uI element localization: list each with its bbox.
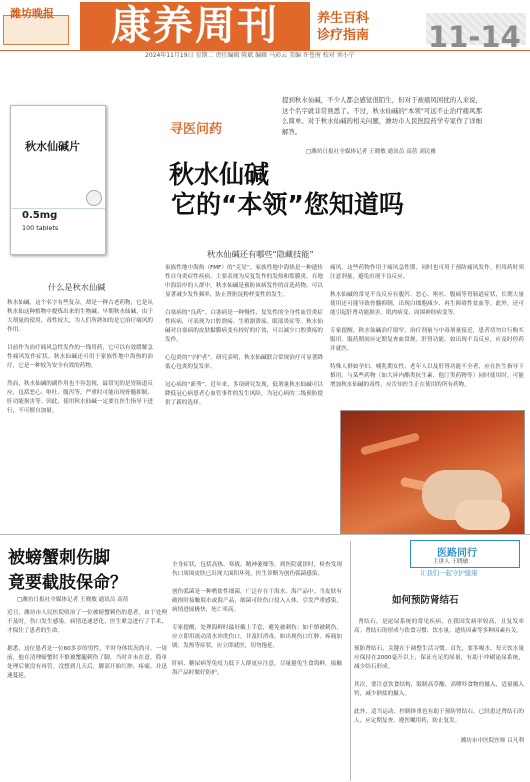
- column-divider: [350, 541, 351, 781]
- health-column-slogan: 让我们一起守护健康: [420, 569, 478, 577]
- pill-box-name: 秋水仙碱片: [25, 140, 80, 153]
- pill-box-stripe: [9, 208, 105, 209]
- health-column-host: 主讲人 王晓敏: [433, 559, 469, 565]
- health-column-brand: 医路同行: [437, 548, 477, 559]
- section-subtitle: 养生百科 诊疗指南: [317, 11, 370, 43]
- pill-box-dose: 0.5mg: [22, 210, 58, 221]
- article2-col2: 全身症状，包括高热、寒战、精神萎靡等，到医院就诊时，检查发现伤口周围皮肤已出现大面积坏死，医生诊断为创伤弧菌感染。 创伤弧菌是一种嗜盐性细菌，广泛存在于海水、海产品中。当皮肤有破损时接触海水或海产品，细菌可经伤口侵入人体，引发严重感染，病情进展极快，死亡率高。 专家提醒，处理海鲜时最好戴上手套，避免被刺伤；如不慎被刺伤，应立即用流动清水冲洗伤口，并及时消毒。如出现伤口红肿、疼痛加剧、发热等症状，应立即就医，切勿拖延。 肝病、糖尿病等免疫力低下人群更应注意，尽量避免生食海鲜，接触海产品时做好防护。: [172, 562, 342, 676]
- article3-credit: 潍坊市中医院医师 吕凡利: [460, 738, 524, 744]
- column-brand: 寻医问药: [170, 122, 223, 137]
- hand-shape: [455, 500, 510, 530]
- subheading-hidden-skills: 秋水仙碱还有哪些“隐藏技能”: [207, 249, 314, 259]
- subheading-what-is: 什么是秋水仙碱: [48, 282, 106, 292]
- article2-title-line1: 被螃蟹刺伤脚: [8, 548, 110, 568]
- article3-text: 肾结石，是泌尿系统的常见疾病，在我国发病率较高，且复发率高。肾结石的形成与饮食习惯、饮水量、遗传因素等多种因素有关。 预防肾结石，关键在于调整生活习惯。首先，要多喝水，每天饮水量应保持在2000毫升以上，保证充足的尿量，有助于冲刷泌尿系统，减少结石形成。 其次，要注意饮食结构，限制高草酸、高嘌呤食物的摄入，适量摄入钙，减少钠盐的摄入。 此外，适当运动、控制体重也有助于预防肾结石。已经患过肾结石的人，应定期复查，遵医嘱用药，防止复发。: [354, 619, 524, 724]
- article2-title-line2: 竟要截肢保命？: [8, 573, 127, 593]
- pill-box-image: [10, 105, 106, 255]
- headline-line2: 它的“本领”您知道吗: [171, 190, 404, 219]
- article1-col1: 秋水仙碱，这个名字有些复杂，却是一种古老药物，它是从秋水仙这种植物中提炼出来的生物碱。早期秋水仙碱，由于大剂量的使用，毒性较大，为人们所熟知的是它治疗痛风的作用。 目前作为治疗痛风急性发作的一线用药，它可以有效缓解急性痛风发作症状。秋水仙碱还可用于家族性地中海热的治疗，它是一种较为安全有效的药物。 然而，秋水仙碱的副作用也不容忽视，最常见的是胃肠道反应，包括恶心、呕吐、腹泻等，严重时可能出现骨髓抑制、肝功能损害等。因此，使用秋水仙碱一定要在医生指导下进行，不可擅自加量。: [7, 300, 153, 414]
- article2-credit: □潍坊日报社全媒体记者 王晓敏 通讯员 高蓓: [17, 597, 129, 603]
- article1-col2: 家族性地中海热（FMF）的“克星”。家族性地中海热是一种遗传性自身炎症性疾病，主要表现为反复发作的发热和浆膜炎。在地中海沿岸的人群中，秋水仙碱是预防该病发作的首选药物，可以显著减少发作频率，防止肾脏淀粉样变性的发生。 白塞病的“良药”。白塞病是一种慢性、复发性的全身性血管炎症性疾病，可表现为口腔溃疡、生殖器溃疡、眼部炎症等。秋水仙碱对白塞病的皮肤黏膜病变有较好的疗效，可以减少口腔溃疡的发作。 心包炎的“守护者”。研究表明，秋水仙碱联合常规治疗可显著降低心包炎的复发率。 冠心病的“新秀”。近年来，多项研究发现，低剂量秋水仙碱可以降低冠心病患者心血管事件的发生风险，为冠心病的二级预防提供了新的选择。: [165, 265, 323, 406]
- page-range: 11-14: [428, 20, 521, 54]
- article3-body: [354, 609, 524, 781]
- article2-col1: 近日，潍坊市人民医院收治了一位被螃蟹刺伤的患者，由于处理不及时，伤口发生感染，病情迅速恶化，医生紧急进行了手术，才保住了患者的生命。 据悉，这位患者是一位60多岁的男性，平时身体状况尚可。一周前，他在清理螃蟹时不慎被蟹腿刺伤了脚，当时并未在意，简单处理后便没有再管。没想到几天后，脚部开始红肿、疼痛，并迅速蔓延。: [7, 610, 167, 679]
- intro-credit: □潍坊日报社全媒体记者 王晓敏 通讯员 高蓓 刘民雅: [306, 149, 436, 155]
- pill-box-count: 100 tablets: [22, 224, 59, 232]
- headline-line1: 秋水仙碱: [169, 160, 270, 189]
- paper-name: 潍坊晚报: [10, 7, 54, 20]
- section-divider: [0, 534, 530, 535]
- article3-title: 如何预防肾结石: [392, 595, 459, 606]
- intro-text: 提到秋水仙碱，不少人都会感觉很陌生，但对于被痛风困扰的人来说，这个名字就非常熟悉了。不过，秋水仙碱的"本领"可远不止治疗痛风那么简单。对于秋水仙碱的相关问题，潍坊市人民医院药学专家作了详细解答。: [282, 96, 482, 136]
- tablet-icon: [86, 190, 102, 206]
- section-title: 康养周刊: [80, 2, 310, 50]
- intro-block: [282, 95, 482, 137]
- article1-col3: 痛风。这些药物作用于痛风急性期，同时也可用于预防痛风发作。但用药时须注意剂量，避免出现不良反应。 秋水仙碱的常见不良反应有腹泻、恶心、呕吐、腹痛等胃肠道症状，长期大量使用还可能导致骨髓抑制，出现白细胞减少、再生障碍性贫血等。此外，还可能引起肝肾功能损害、肌肉病变、周围神经病变等。 专家提醒，秋水仙碱治疗窗窄，治疗剂量与中毒剂量接近，患者切勿自行购买服用。服药期间应定期复查血常规、肝肾功能。如出现不良反应，应及时停药并就医。 特殊人群如孕妇、哺乳期女性、老年人以及肝肾功能不全者，应在医生指导下慎用。与某些药物（如大环内酯类抗生素、他汀类药物等）同时使用时，可能增加秋水仙碱的毒性，应告知医生正在使用的所有药物。: [330, 265, 524, 388]
- masthead-info: 2024年11月19日 星期二 责任编辑 陈斌 编辑 马彩云 美编 许苍南 校对 刘小宁: [145, 52, 355, 59]
